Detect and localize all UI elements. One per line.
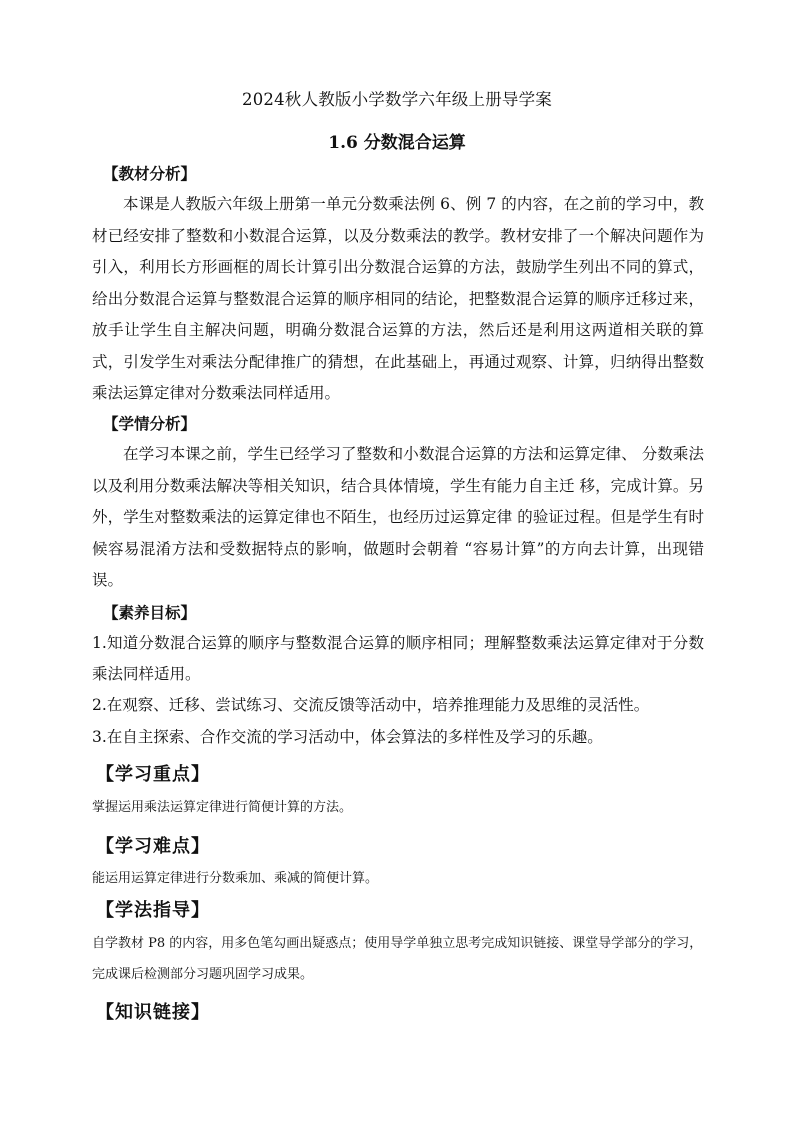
- goal-item-2: 2.在观察、迁移、尝试练习、交流反馈等活动中，培养推理能力及思维的灵活性。: [92, 696, 650, 714]
- heading-knowledge-link: 【知识链接】: [96, 1002, 210, 1023]
- heading-literacy-goals: 【素养目标】: [103, 603, 197, 622]
- goal-item-3: 3.在自主探索、合作交流的学习活动中，体会算法的多样性及学习的乐趣。: [92, 728, 603, 746]
- heading-textbook-analysis: 【教材分析】: [103, 164, 197, 183]
- lesson-title: 1.6 分数混合运算: [328, 133, 466, 153]
- document-title: 2024秋人教版小学数学六年级上册导学案: [242, 90, 552, 109]
- heading-learner-analysis: 【学情分析】: [103, 414, 197, 433]
- method-guide-text: 自学教材 P8 的内容，用多色笔勾画出疑惑点；使用导学单独立思考完成知识链接、课堂导学部分的学习，完成课后检测部分习题巩固学习成果。: [92, 936, 703, 982]
- goal-item-1: 1.知道分数混合运算的顺序与整数混合运算的顺序相同；理解整数乘法运算定律对于分数乘法同样适用。: [92, 634, 704, 683]
- key-points-text: 掌握运用乘法运算定律进行简便计算的方法。: [92, 800, 353, 815]
- textbook-analysis-paragraph: 本课是人教版六年级上册第一单元分数乘法例 6、例 7 的内容，在之前的学习中，教材已经安排了整数和小数混合运算，以及分数乘法的教学。教材安排了一个解决问题作为引入，利用长方形画框的周长计算引出分数混合运算的方法，鼓励学生列出不同的算式，给出分数混合运算与整数混合运算的顺序相同的结论，把整数混合运算的顺序迁移过来，放手让学生自主解决问题，明确分数混合运算的方法，然后还是利用这两道相关联的算式，引发学生对乘法分配律推广的猜想，在此基础上，再通过观察、计算，归纳得出整数乘法运算定律对分数乘法同样适用。: [92, 195, 704, 402]
- heading-method-guide: 【学法指导】: [96, 900, 210, 921]
- heading-key-points: 【学习重点】: [96, 764, 210, 785]
- difficulties-text: 能运用运算定律进行分数乘加、乘减的简便计算。: [92, 871, 379, 886]
- learner-analysis-paragraph: 在学习本课之前，学生已经学习了整数和小数混合运算的方法和运算定律、 分数乘法以及利用分数乘法解决等相关知识，结合具体情境，学生有能力自主迁 移，完成计算。另外，学生对整数乘法的运算定律也不陌生，也经历过运算定律 的验证过程。但是学生有时候容易混淆方法和受数据特点的影响，做题时会朝着 “容易计算”的方向去计算，出现错误。: [92, 445, 704, 589]
- heading-difficulties: 【学习难点】: [96, 836, 210, 857]
